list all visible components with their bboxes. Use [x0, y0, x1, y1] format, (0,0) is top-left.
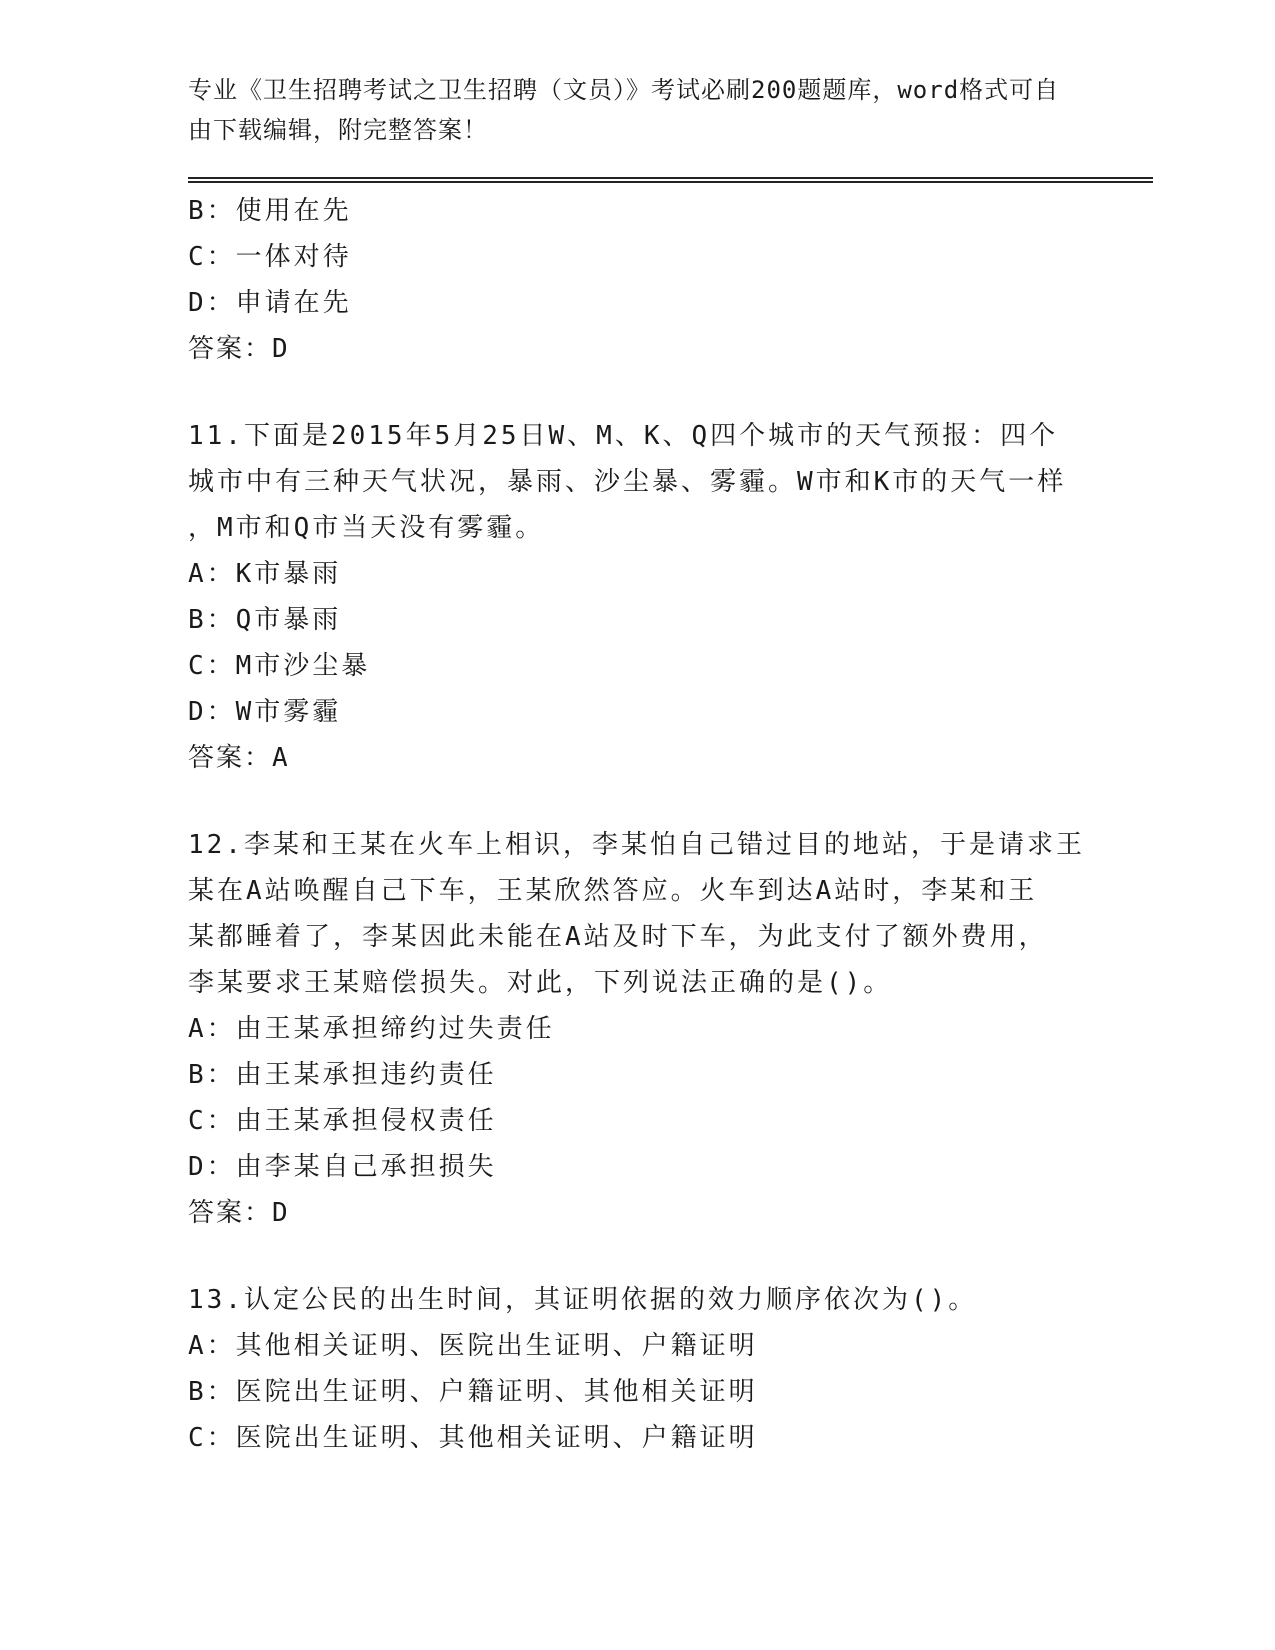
option-b: B：Q市暴雨 — [188, 605, 342, 635]
answer: 答案：D — [188, 1198, 290, 1228]
question-text-line: 城市中有三种天气状况，暴雨、沙尘暴、雾霾。W市和K市的天气一样 — [188, 467, 1067, 497]
option-a: A：由王某承担缔约过失责任 — [188, 1014, 555, 1044]
option-d: D：申请在先 — [188, 288, 352, 318]
page-header — [188, 70, 1068, 150]
header-divider-bottom — [188, 181, 1153, 183]
option-a: A：K市暴雨 — [188, 559, 342, 589]
question-text-line: ，M市和Q市当天没有雾霾。 — [188, 513, 545, 543]
question-content — [188, 188, 1088, 1461]
question-gap — [188, 781, 1088, 822]
header-line-1: 专业《卫生招聘考试之卫生招聘（文员）》考试必刷200题题库，word格式可自 — [188, 76, 1060, 104]
option-a: A：其他相关证明、医院出生证明、户籍证明 — [188, 1331, 758, 1361]
header-line-2: 由下载编辑，附完整答案！ — [188, 116, 488, 144]
question-text-line: 13.认定公民的出生时间，其证明依据的效力顺序依次为()。 — [188, 1285, 978, 1315]
question-text-line: 11.下面是2015年5月25日W、M、K、Q四个城市的天气预报：四个 — [188, 421, 1059, 451]
question-12 — [188, 822, 1088, 1236]
question-gap — [188, 372, 1088, 413]
option-b: B：由王某承担违约责任 — [188, 1060, 497, 1090]
option-b: B：医院出生证明、户籍证明、其他相关证明 — [188, 1377, 758, 1407]
option-c: C：由王某承担侵权责任 — [188, 1106, 497, 1136]
option-c: C：M市沙尘暴 — [188, 651, 371, 681]
option-d: D：由李某自己承担损失 — [188, 1152, 497, 1182]
answer: 答案：A — [188, 743, 290, 773]
question-text-line: 某在A站唤醒自己下车，王某欣然答应。火车到达A站时，李某和王 — [188, 876, 1038, 906]
question-gap — [188, 1236, 1088, 1277]
question-text-line: 12.李某和王某在火车上相识，李某怕自己错过目的地站，于是请求王 — [188, 830, 1085, 860]
question-text-line: 李某要求王某赔偿损失。对此，下列说法正确的是()。 — [188, 968, 893, 998]
option-c: C：一体对待 — [188, 242, 352, 272]
option-b: B：使用在先 — [188, 196, 352, 226]
question-text-line: 某都睡着了，李某因此未能在A站及时下车，为此支付了额外费用， — [188, 922, 1048, 952]
question-13 — [188, 1277, 1088, 1461]
option-c: C：医院出生证明、其他相关证明、户籍证明 — [188, 1423, 758, 1453]
header-divider-top — [188, 177, 1153, 179]
question-11 — [188, 413, 1088, 781]
option-d: D：W市雾霾 — [188, 697, 342, 727]
question-10-tail — [188, 188, 1088, 372]
answer: 答案：D — [188, 334, 290, 364]
